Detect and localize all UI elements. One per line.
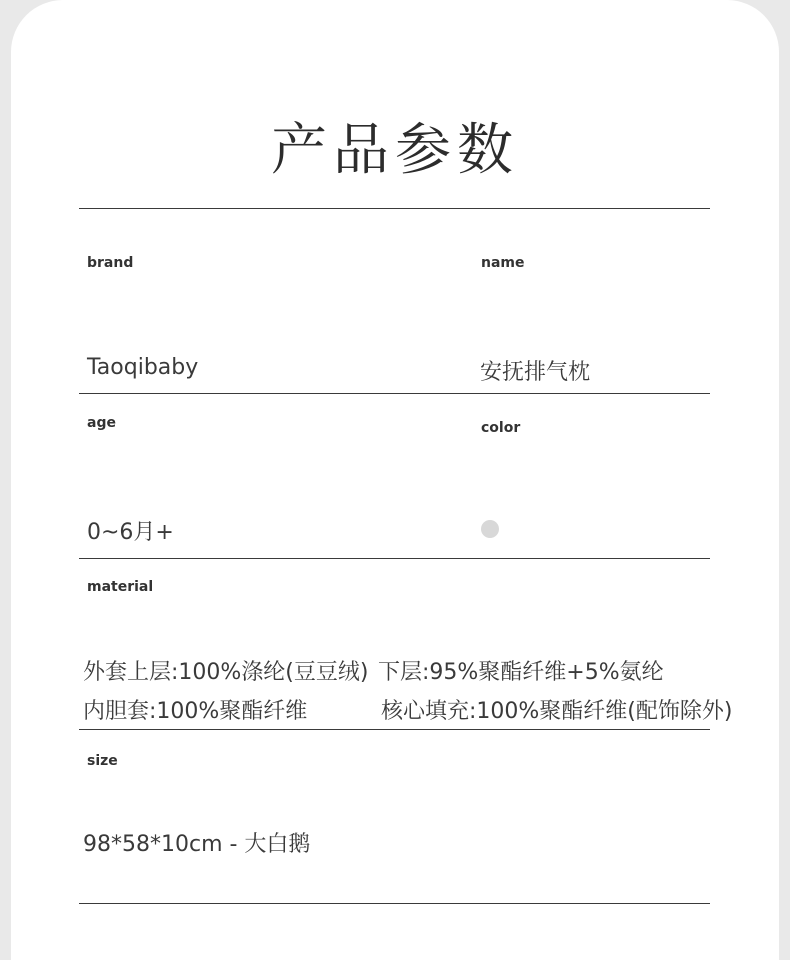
divider-3	[79, 729, 710, 730]
age-value: 0~6月+	[87, 520, 174, 545]
color-label: color	[481, 420, 521, 436]
divider-top	[79, 208, 710, 209]
material-outer-top: 外套上层:100%涤纶(豆豆绒)	[83, 660, 369, 685]
divider-bottom	[79, 903, 710, 904]
brand-label: brand	[87, 255, 134, 271]
divider-2	[79, 558, 710, 559]
name-value: 安抚排气枕	[480, 360, 591, 385]
divider-1	[79, 393, 710, 394]
material-label: material	[87, 579, 154, 595]
age-label: age	[87, 415, 116, 431]
size-value: 98*58*10cm - 大白鹅	[83, 832, 311, 857]
material-core-filling: 核心填充:100%聚酯纤维(配饰除外)	[381, 699, 733, 724]
page-title: 产品参数	[271, 118, 519, 183]
color-swatch	[481, 520, 499, 538]
material-inner-cover: 内胆套:100%聚酯纤维	[83, 699, 308, 724]
brand-value: Taoqibaby	[87, 355, 199, 380]
size-label: size	[87, 753, 118, 769]
material-bottom-layer: 下层:95%聚酯纤维+5%氨纶	[378, 660, 664, 685]
name-label: name	[481, 255, 525, 271]
